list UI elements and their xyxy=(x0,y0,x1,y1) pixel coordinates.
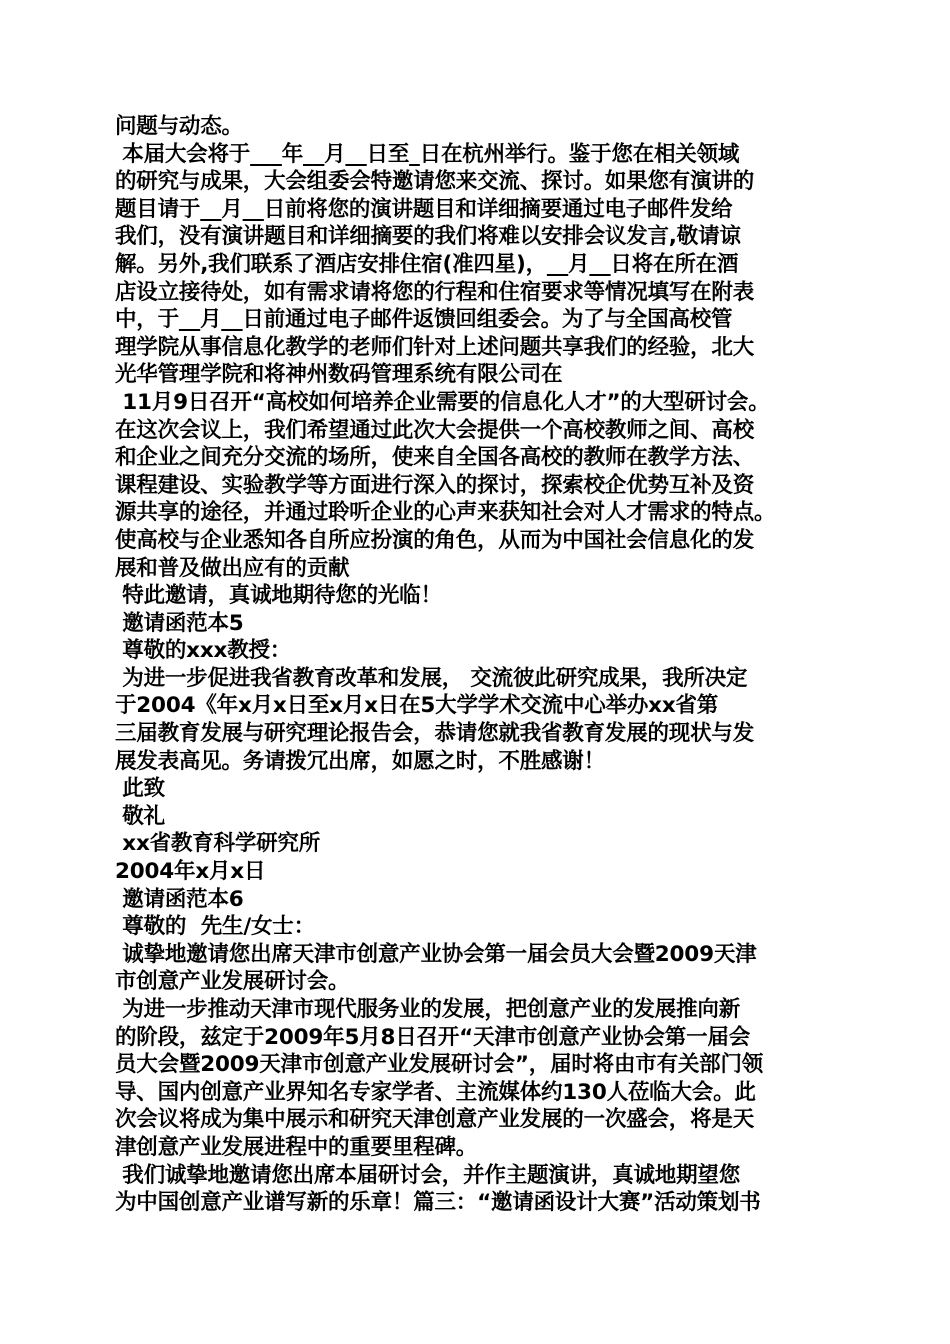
text-line: 11月9日召开“高校如何培养企业需要的信息化人才”的大型研讨会。 xyxy=(115,389,770,415)
closing-line: 此致 xyxy=(115,776,165,802)
text-line: 解。另外,我们联系了酒店安排住宿(准四星)，__月__日将在所在酒 xyxy=(115,251,739,277)
text-line: 使高校与企业悉知各自所应扮演的角色，从而为中国社会信息化的发 xyxy=(115,527,755,553)
text-line: 在这次会议上，我们希望通过此次大会提供一个高校教师之间、高校 xyxy=(115,417,755,443)
text-line: 次会议将成为集中展示和研究天津创意产业发展的一次盛会，将是天 xyxy=(115,1107,755,1133)
section-heading: 邀请函范本6 xyxy=(115,886,244,912)
text-line: 员大会暨2009天津市创意产业发展研讨会”，届时将由市有关部门领 xyxy=(115,1052,764,1078)
text-line: 课程建设、实验教学等方面进行深入的探讨，探索校企优势互补及资 xyxy=(115,472,755,498)
text-line: 展和普及做出应有的贡献 xyxy=(115,555,350,581)
signature-date: 2004年x月x日 xyxy=(115,859,266,885)
text-line: 津创意产业发展进程中的重要里程碑。 xyxy=(115,1134,478,1160)
text-line: 光华管理学院和将神州数码管理系统有限公司在 xyxy=(115,362,563,388)
text-line: 题目请于__月__日前将您的演讲题目和详细摘要通过电子邮件发给 xyxy=(115,196,733,222)
text-line: 理学院从事信息化教学的老师们针对上述问题共享我们的经验，北大 xyxy=(115,334,755,360)
text-line: 导、国内创意产业界知名专家学者、主流媒体约130人莅临大会。此 xyxy=(115,1079,756,1105)
text-line: 市创意产业发展研讨会。 xyxy=(115,969,350,995)
text-line: 的研究与成果，大会组委会特邀请您来交流、探讨。如果您有演讲的 xyxy=(115,169,755,195)
text-line: 诚挚地邀请您出席天津市创意产业协会第一届会员大会暨2009天津 xyxy=(115,941,757,967)
text-line: 为进一步推动天津市现代服务业的发展，把创意产业的发展推向新 xyxy=(115,997,740,1022)
salutation: 尊敬的xxx教授： xyxy=(115,638,292,664)
text-line: 展发表高见。务请拨冗出席，如愿之时，不胜感谢！ xyxy=(115,748,605,774)
text-line: 中，于__月__日前通过电子邮件返馈回组委会。为了与全国高校管 xyxy=(115,307,733,333)
text-line: 问题与动态。 xyxy=(115,114,243,139)
text-line: 店设立接待处，如有需求请将您的行程和住宿要求等情况填写在附表 xyxy=(115,279,755,305)
text-line: 我们，没有演讲题目和详细摘要的我们将难以安排会议发言,敬请谅 xyxy=(115,224,741,250)
text-line: 本届大会将于___年__月__日至_日在杭州举行。鉴于您在相关领域 xyxy=(115,141,740,167)
text-line: 的阶段，兹定于2009年5月8日召开“天津市创意产业协会第一届会 xyxy=(115,1024,750,1050)
text-line: 为进一步促进我省教育改革和发展， 交流彼此研究成果，我所决定 xyxy=(115,665,748,691)
text-line: 和企业之间充分交流的场所，使来自全国各高校的教师在教学方法、 xyxy=(115,445,755,471)
document-body xyxy=(115,113,850,1217)
section-heading: 邀请函范本5 xyxy=(115,610,244,636)
text-line: 于2004《年x月x日至x月x日在5大学学术交流中心举办xx省第 xyxy=(115,693,719,719)
text-line: 我们诚挚地邀请您出席本届研讨会，并作主题演讲，真诚地期望您 xyxy=(115,1162,740,1188)
text-line: 为中国创意产业谱写新的乐章！篇三：“邀请函设计大赛”活动策划书 xyxy=(115,1190,761,1216)
text-line: 源共享的途径，并通过聆听企业的心声来获知社会对人才需求的特点。 xyxy=(115,500,776,526)
salutation: 尊敬的 先生/女士： xyxy=(115,914,315,940)
closing-line: 敬礼 xyxy=(115,803,165,829)
text-line: 三届教育发展与研究理论报告会，恭请您就我省教育发展的现状与发 xyxy=(115,721,755,747)
signature-organization: xx省教育科学研究所 xyxy=(115,831,321,857)
text-line: 特此邀请，真诚地期待您的光临！ xyxy=(115,583,442,609)
